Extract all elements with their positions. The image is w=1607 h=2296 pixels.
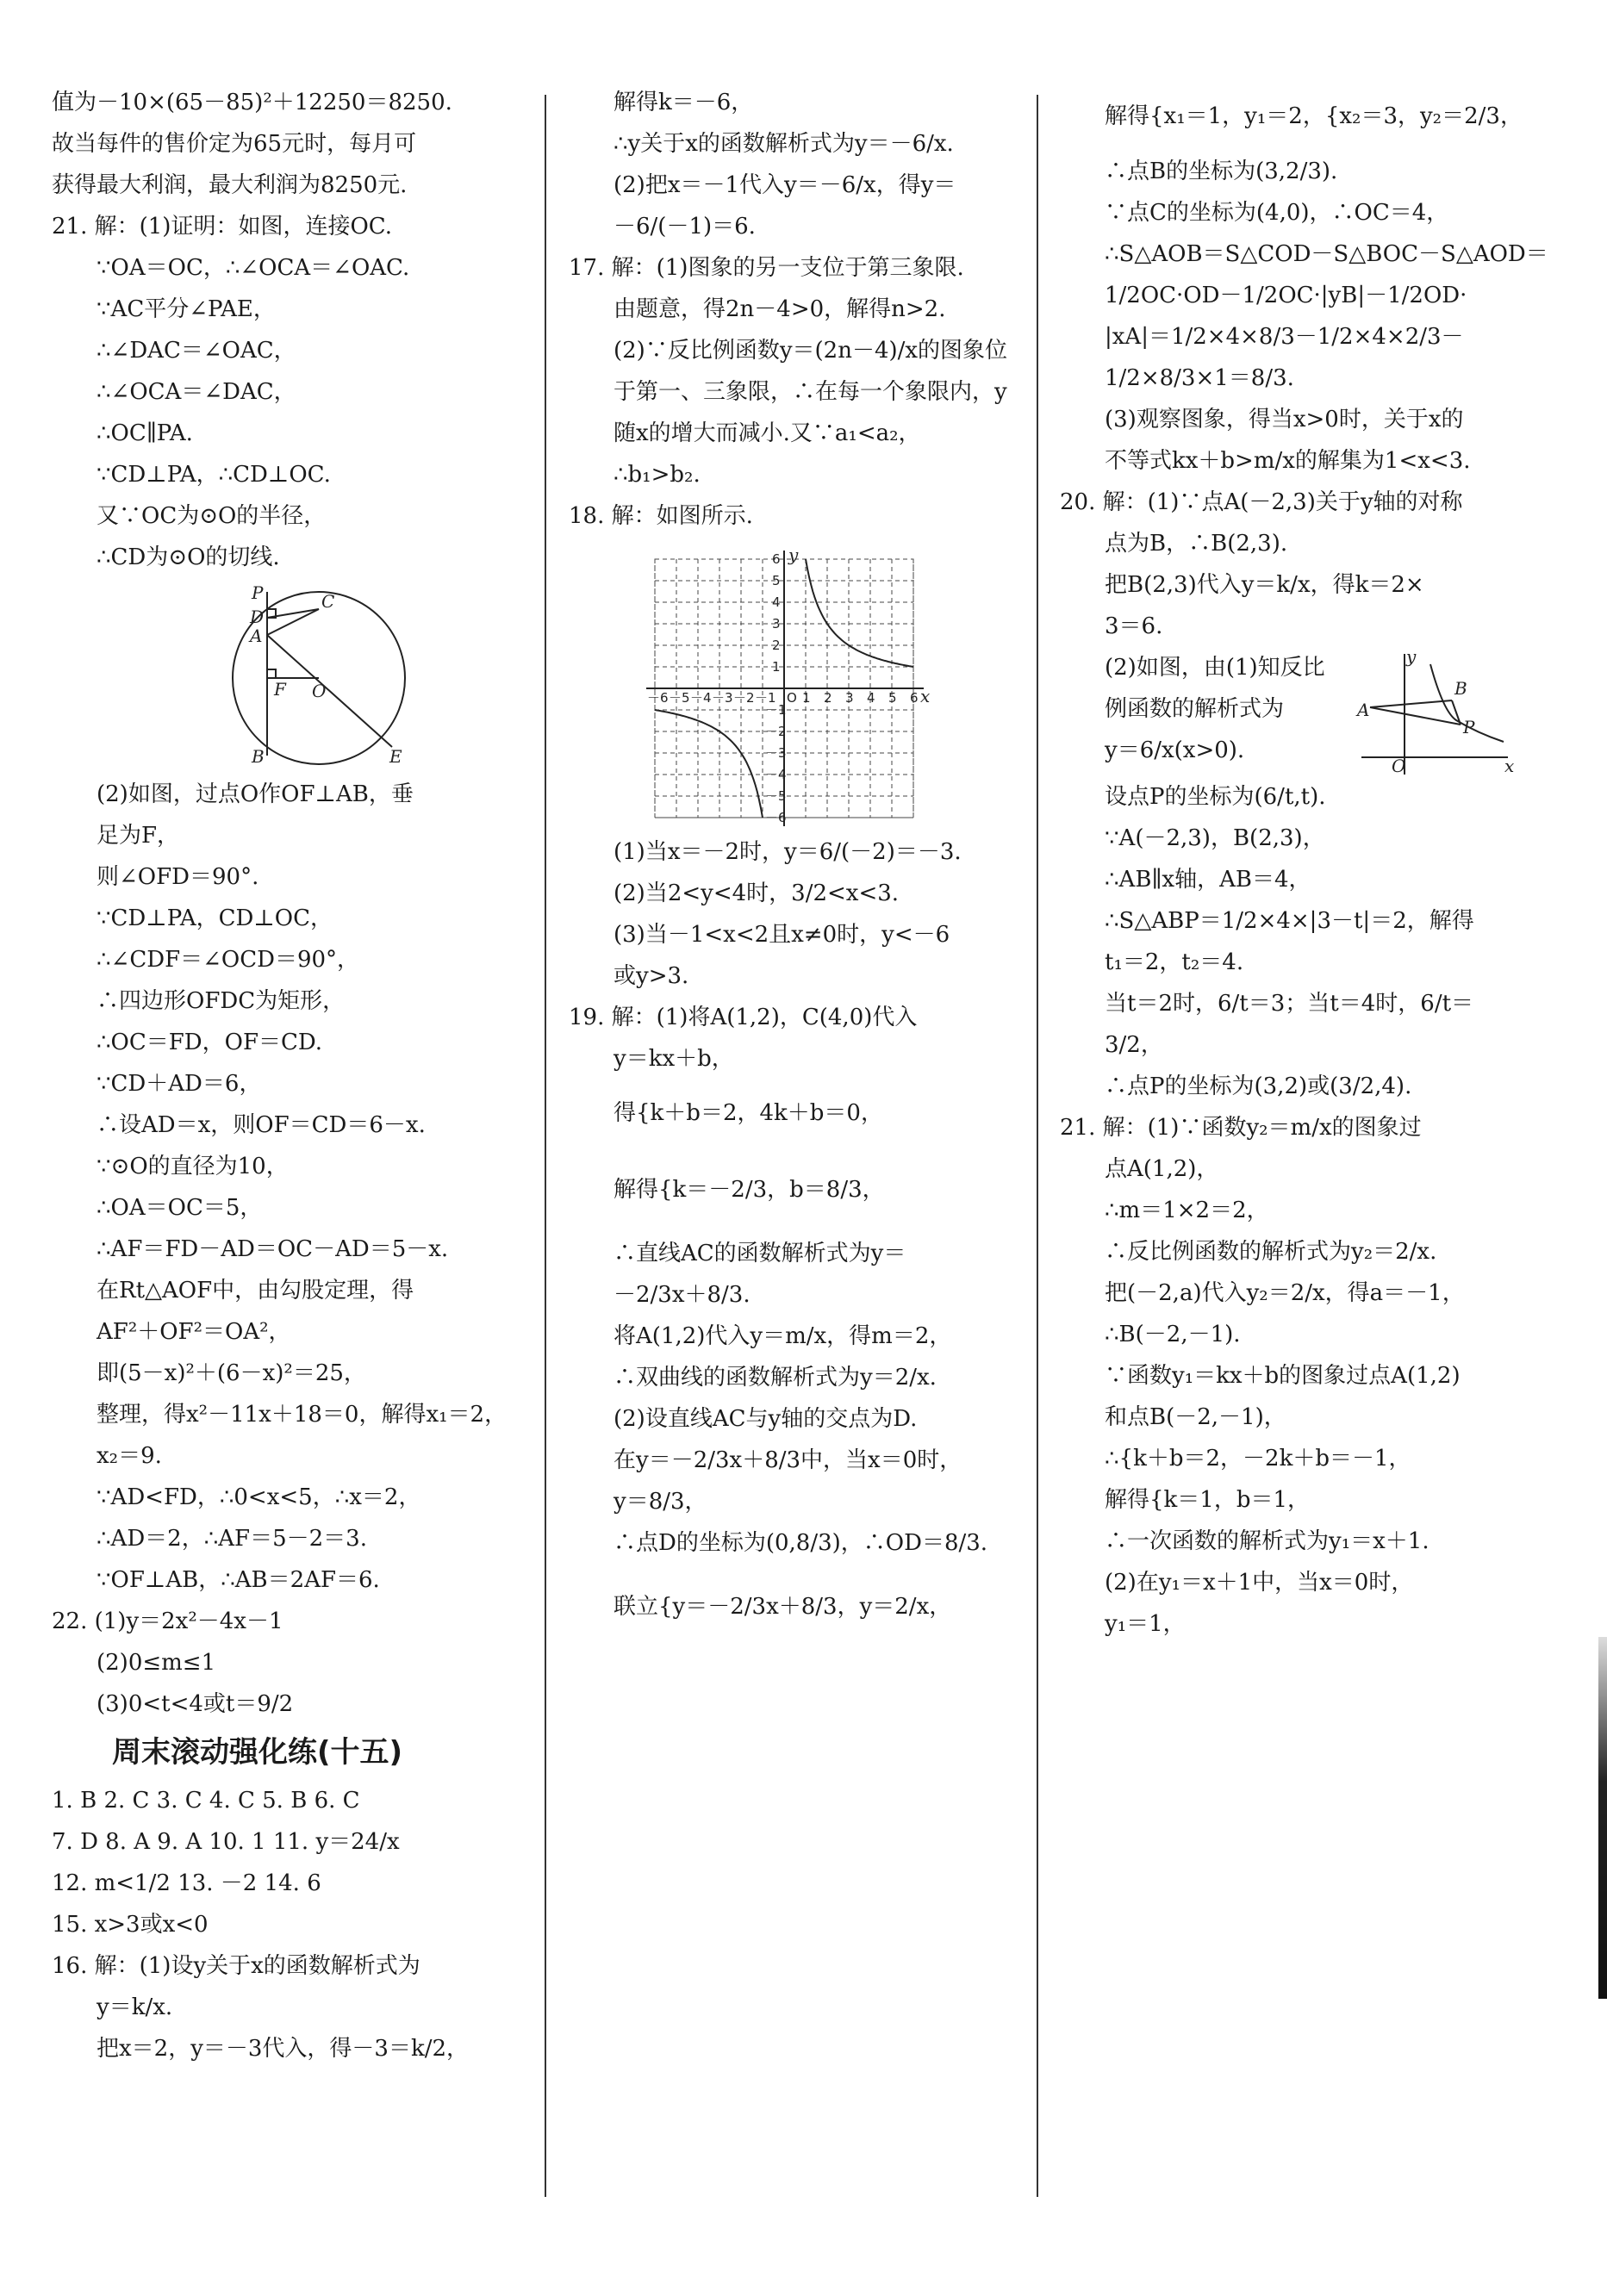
origin-label: O (787, 690, 797, 706)
text-line: ∴AF＝FD－AD＝OC－AD＝5－x. (97, 1236, 449, 1262)
text-line: ∵CD⊥PA，∴CD⊥OC. (97, 462, 331, 488)
text-line: ∵AD<FD，∴0<x<5，∴x＝2， (97, 1484, 421, 1510)
answer-line: 7. D 8. A 9. A 10. 1 11. y＝24/x (52, 1829, 400, 1855)
column-middle (569, 82, 1034, 1650)
text-line: ∵函数y₁＝kx＋b的图象过点A(1,2) (1105, 1363, 1461, 1389)
text-line: 3＝6. (1105, 613, 1163, 639)
text-line: 1/2OC·OD－1/2OC·|yB|－1/2OD· (1105, 283, 1467, 308)
text-line: 把B(2,3)代入y＝k/x，得k＝2× (1105, 572, 1424, 598)
circle-figure (52, 583, 534, 768)
text-line: (2)如图，由(1)知反比 (1105, 655, 1325, 681)
text-line: 获得最大利润，最大利润为8250元. (52, 172, 408, 198)
text-line: 随x的增大而减小.又∵a₁<a₂， (614, 420, 921, 446)
text-line: ∴m＝1×2＝2， (1105, 1198, 1269, 1223)
text-line: ∴S△ABP＝1/2×4×|3－t|＝2，解得 (1105, 908, 1474, 934)
y-axis-label: y (788, 544, 799, 565)
x-tick-label: －3 (712, 690, 733, 706)
hyperbola-branch-q3 (655, 710, 763, 818)
text-line: 当t＝2时，6/t＝3；当t＝4时，6/t＝ (1105, 991, 1474, 1017)
text-line: ∵OF⊥AB，∴AB＝2AF＝6. (97, 1567, 380, 1593)
text-line: 20. 解：(1)∵点A(－2,3)关于y轴的对称 (1060, 489, 1463, 515)
text-line: ∴CD为⊙O的切线. (97, 544, 280, 570)
text-line: 解得{k＝－2/3，b＝8/3， (614, 1177, 885, 1203)
text-line: (2)0≤m≤1 (97, 1650, 216, 1676)
text-line: 得{k＋b＝2，4k＋b＝0， (614, 1100, 883, 1126)
column-left (52, 82, 534, 2069)
page-edge-shadow (1598, 1637, 1607, 1999)
x-tick-label: 1 (802, 690, 811, 706)
text-line: |xA|＝1/2×4×8/3－1/2×4×2/3－ (1105, 324, 1464, 350)
label-b: B (252, 746, 265, 767)
text-line: 即(5－x)²＋(6－x)²＝25， (97, 1360, 366, 1386)
text-line: 又∵OC为⊙O的半径， (97, 503, 327, 529)
small-label-b: B (1454, 678, 1467, 699)
text-line: 足为F， (97, 823, 180, 849)
x-tick-label: －2 (733, 690, 755, 706)
text-line: ∴S△AOB＝S△COD－S△BOC－S△AOD＝ (1105, 241, 1548, 267)
column-divider-right (1037, 95, 1038, 2197)
label-p: P (252, 583, 264, 603)
text-line: ∴OA＝OC＝5， (97, 1195, 263, 1221)
text-line: 在y＝－2/3x＋8/3中，当x＝0时， (614, 1447, 962, 1473)
text-line: 和点B(－2,－1)， (1105, 1404, 1286, 1430)
text-line: (2)设直线AC与y轴的交点为D. (614, 1406, 918, 1432)
text-line: ∵⊙O的直径为10， (97, 1154, 289, 1179)
text-line: ∴y关于x的函数解析式为y＝－6/x. (614, 131, 954, 157)
text-line: ∴AD＝2，∴AF＝5－2＝3. (97, 1526, 367, 1552)
text-line: ∵AC平分∠PAE， (97, 296, 276, 322)
y-tick-label: －6 (765, 810, 787, 825)
text-line: ∴点B的坐标为(3,2/3). (1105, 159, 1338, 184)
column-right (1060, 82, 1548, 1645)
text-line: ∴点D的坐标为(0,8/3)，∴OD＝8/3. (614, 1530, 988, 1556)
answer-line: 12. m<1/2 13. －2 14. 6 (52, 1870, 321, 1896)
x-tick-label: 4 (867, 690, 875, 706)
text-line: 由题意，得2n－4>0，解得n>2. (614, 296, 946, 322)
text-line: 值为－10×(65－85)²＋12250＝8250. (52, 90, 452, 115)
text-line: ∴AB∥x轴，AB＝4， (1105, 867, 1311, 893)
text-line: 设点P的坐标为(6/t,t). (1105, 784, 1326, 810)
text-line: 19. 解：(1)将A(1,2)，C(4,0)代入 (569, 1005, 918, 1030)
text-line: (2)在y₁＝x＋1中，当x＝0时， (1105, 1570, 1414, 1596)
text-line: 在Rt△AOF中，由勾股定理，得 (97, 1278, 414, 1304)
text-line: ∴双曲线的函数解析式为y＝2/x. (614, 1365, 937, 1391)
text-line: 解得k＝－6， (614, 90, 754, 115)
text-line: 于第一、三象限，∴在每一个象限内，y (614, 379, 1007, 405)
small-label-x: x (1504, 756, 1515, 776)
text-line: 21. 解：(1)∵函数y₂＝m/x的图象过 (1060, 1115, 1422, 1141)
label-a: A (250, 625, 263, 646)
text-line: ∴b₁>b₂. (614, 462, 701, 488)
answer-line: y＝k/x. (97, 1994, 173, 2020)
x-tick-label: 6 (910, 690, 919, 706)
text-line: ∴{k＋b＝2，－2k＋b＝－1， (1105, 1446, 1411, 1472)
text-line: 21. 解：(1)证明：如图，连接OC. (52, 214, 392, 240)
text-line: (3)0<t<4或t＝9/2 (97, 1691, 294, 1717)
text-line: 解得{k＝1，b＝1， (1105, 1487, 1311, 1513)
x-tick-label: －6 (647, 690, 669, 706)
figure-block (1060, 647, 1542, 776)
text-line: ∵A(－2,3)，B(2,3)， (1105, 825, 1325, 851)
text-line: ∴反比例函数的解析式为y₂＝2/x. (1105, 1239, 1437, 1265)
text-line: ∴∠OCA＝∠DAC， (97, 379, 296, 405)
small-label-p: P (1463, 717, 1475, 737)
answer-line: 1. B 2. C 3. C 4. C 5. B 6. C (52, 1788, 360, 1814)
y-tick-label: 3 (772, 616, 781, 632)
section-heading: 周末滚动强化练(十五) (112, 1735, 403, 1770)
x-tick-label: 5 (888, 690, 897, 706)
text-line: ∴∠CDF＝∠OCD＝90°， (97, 947, 360, 973)
right-angle-f (267, 669, 276, 678)
x-tick-label: －1 (755, 690, 776, 706)
column-divider-left (545, 95, 546, 2197)
text-line: ∴一次函数的解析式为y₁＝x＋1. (1105, 1528, 1429, 1554)
text-line: ∵CD＋AD＝6， (97, 1071, 262, 1097)
text-line: 则∠OFD＝90°. (97, 864, 259, 890)
text-line: (2)当2<y<4时，3/2<x<3. (614, 880, 900, 906)
label-o: O (312, 681, 327, 701)
text-line: 22. (1)y＝2x²－4x－1 (52, 1608, 283, 1634)
y-tick-label: 2 (772, 638, 781, 653)
text-line: 3/2， (1105, 1032, 1163, 1058)
x-tick-label: 2 (824, 690, 832, 706)
text-line: ∵OA＝OC，∴∠OCA＝∠OAC. (97, 255, 410, 281)
text-line: (3)观察图象，得当x>0时，关于x的 (1105, 407, 1464, 432)
y-tick-label: 5 (772, 573, 781, 588)
text-line: (2)∵反比例函数y＝(2n－4)/x的图象位 (614, 338, 1008, 364)
text-line: ∴∠DAC＝∠OAC， (97, 338, 296, 364)
y-tick-label: 4 (772, 594, 781, 610)
text-line: ∴直线AC的函数解析式为y＝ (614, 1241, 906, 1266)
text-line: ∴四边形OFDC为矩形， (97, 988, 346, 1014)
label-c: C (321, 591, 335, 612)
text-line: ∵CD⊥PA，CD⊥OC， (97, 905, 333, 931)
small-graph (1353, 647, 1517, 776)
text-line: 1/2×8/3×1＝8/3. (1105, 365, 1294, 391)
text-line: 故当每件的售价定为65元时，每月可 (52, 131, 417, 157)
text-line: y₁＝1， (1105, 1611, 1186, 1637)
text-line: (1)当x＝－2时，y＝6/(－2)＝－3. (614, 839, 962, 865)
text-line: 整理，得x²－11x＋18＝0，解得x₁＝2， (97, 1402, 508, 1428)
y-tick-label: －5 (765, 788, 787, 804)
x-tick-label: －4 (690, 690, 712, 706)
text-line: (3)当－1<x<2且x≠0时，y<－6 (614, 922, 950, 948)
answer-line: 16. 解：(1)设y关于x的函数解析式为 (52, 1953, 420, 1979)
small-label-o: O (1392, 756, 1406, 776)
text-line: 17. 解：(1)图象的另一支位于第三象限. (569, 255, 964, 281)
text-line: ∴设AD＝x，则OF＝CD＝6－x. (97, 1112, 426, 1138)
small-label-a: A (1357, 700, 1370, 720)
text-line: 点为B，∴B(2,3). (1105, 531, 1288, 557)
text-line: ∴B(－2,－1). (1105, 1322, 1241, 1347)
text-line: AF²＋OF²＝OA²， (97, 1319, 291, 1345)
segment-ab (1370, 700, 1452, 707)
label-d: D (250, 607, 265, 627)
label-f: F (274, 679, 286, 700)
text-line: x₂＝9. (97, 1443, 162, 1469)
text-line: (2)把x＝－1代入y＝－6/x，得y＝ (614, 172, 956, 198)
text-line: 将A(1,2)代入y＝m/x，得m＝2， (614, 1323, 952, 1349)
text-line: y＝kx＋b， (614, 1046, 734, 1072)
y-tick-label: 6 (772, 551, 781, 567)
hyperbola-branch-q1 (806, 559, 913, 667)
y-tick-label: －1 (765, 702, 787, 718)
text-line: ∴OC∥PA. (97, 420, 193, 446)
text-line: t₁＝2，t₂＝4. (1105, 949, 1244, 975)
answer-line: 15. x>3或x<0 (52, 1912, 209, 1938)
text-line: 解得{x₁＝1，y₁＝2，{x₂＝3，y₂＝2/3， (1105, 103, 1523, 129)
text-line: 联立{y＝－2/3x＋8/3，y＝2/x， (614, 1594, 952, 1620)
text-line: ∴OC＝FD，OF＝CD. (97, 1030, 323, 1055)
text-line: y＝6/x(x>0). (1105, 737, 1245, 763)
text-line: 例函数的解析式为 (1105, 696, 1285, 722)
text-line: －2/3x＋8/3. (614, 1282, 751, 1308)
text-line: 或y>3. (614, 963, 689, 989)
y-tick-label: －3 (765, 745, 787, 761)
text-line: 不等式kx＋b>m/x的解集为1<x<3. (1105, 448, 1471, 474)
small-label-y: y (1406, 647, 1417, 667)
label-e: E (389, 746, 402, 767)
x-tick-label: －5 (669, 690, 690, 706)
text-line: －6/(－1)＝6. (614, 214, 756, 240)
y-tick-label: －4 (765, 767, 787, 782)
x-axis-label: x (920, 686, 931, 706)
text-line: ∵点C的坐标为(4,0)，∴OC＝4， (1105, 200, 1449, 226)
text-line: 18. 解：如图所示. (569, 503, 753, 529)
answer-line: 把x＝2，y＝－3代入，得－3＝k/2， (97, 2036, 470, 2062)
text-line: ∴点P的坐标为(3,2)或(3/2,4). (1105, 1073, 1412, 1099)
text-line: (2)如图，过点O作OF⊥AB，垂 (97, 781, 414, 807)
hyperbola-graph (569, 542, 1034, 826)
text-line: 点A(1,2)， (1105, 1156, 1219, 1182)
y-tick-label: 1 (772, 659, 781, 675)
y-tick-label: －2 (765, 724, 787, 739)
text-line: y＝8/3， (614, 1489, 707, 1515)
text-line: 把(－2,a)代入y₂＝2/x，得a＝－1， (1105, 1280, 1465, 1306)
x-tick-label: 3 (845, 690, 854, 706)
